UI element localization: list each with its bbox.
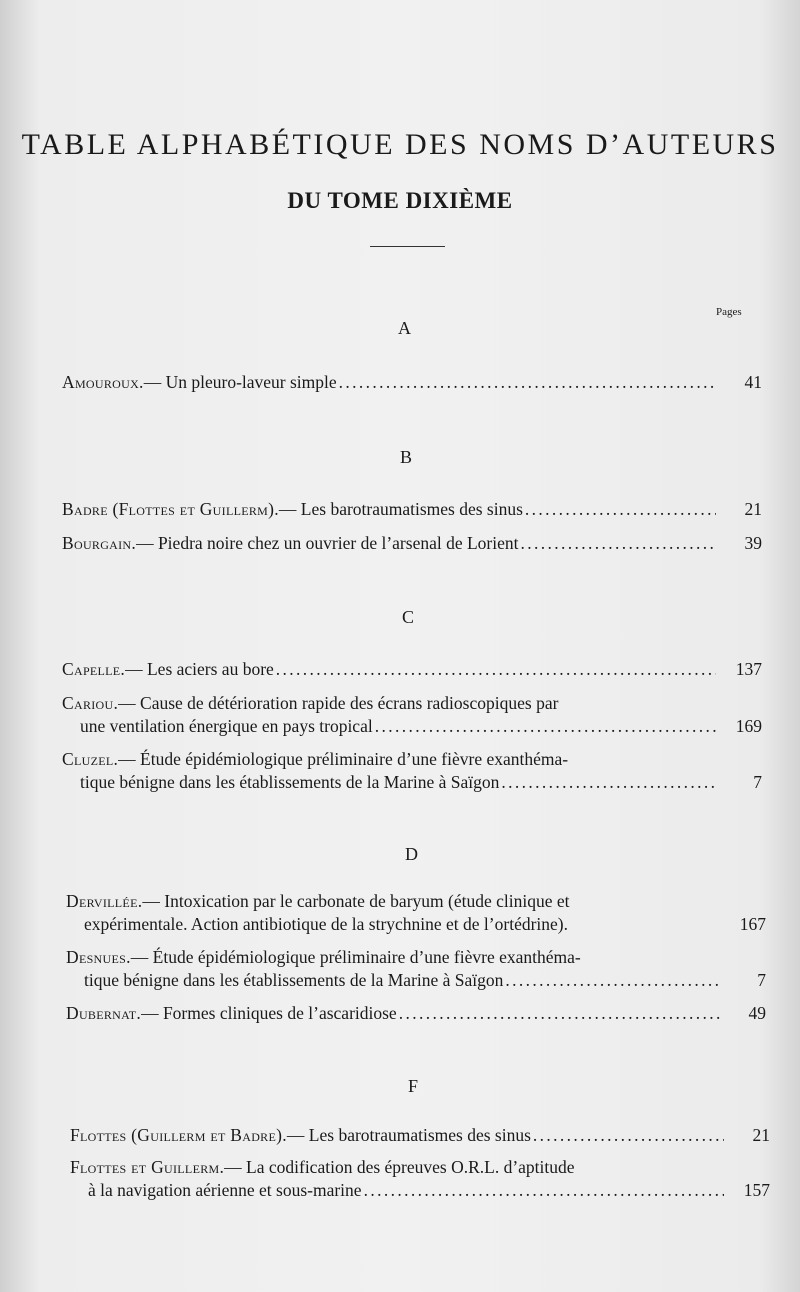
author-name: Cluzel. [62,749,119,769]
index-entry [62,371,762,394]
page-number: 157 [743,1180,770,1200]
page-number: 7 [757,970,766,990]
entry-title: — Étude épidémiologique préliminaire d’une fièvre exanthéma- [118,749,569,769]
index-entry [70,1124,770,1147]
page-number: 49 [748,1003,766,1023]
page-number: 21 [752,1125,770,1145]
leader-dots [339,371,716,394]
entry-title-continued: tique bénigne dans les établissements de la Marine à Saïgon [84,970,504,990]
leader-dots [505,969,720,992]
leader-dots [399,1002,720,1025]
author-name: Dubernat. [66,1003,142,1023]
section-letter-f: F [408,1076,419,1096]
entry-title: — Intoxication par le carbonate de baryum (étude clinique et [142,891,570,911]
page-title: TABLE ALPHABÉTIQUE DES NOMS D’AUTEURS [21,128,779,161]
author-name: Amouroux. [62,372,144,392]
entry-title-continued: expérimentale. Action antibiotique de la strychnine et de l’ortédrine). [84,914,568,934]
section-letter-b: B [400,447,413,467]
index-entry [62,498,762,521]
leader-dots [501,771,716,794]
page-number: 167 [739,914,766,934]
section-letter-c: C [402,607,415,627]
leader-dots [364,1179,724,1202]
index-entry [62,658,762,681]
index-entry [62,748,762,794]
author-name: Cariou. [62,693,119,713]
page-number: 169 [735,716,762,736]
page-number: 21 [744,499,762,519]
author-name: Desnues. [66,947,131,967]
page-number: 137 [735,659,762,679]
index-entry [62,532,762,555]
pages-column-label: Pages [716,306,742,318]
author-name: Flottes (Guillerm et Badre). [70,1125,287,1145]
leader-dots [525,498,716,521]
leader-dots [276,658,716,681]
page-number: 7 [753,772,762,792]
entry-title: — Cause de détérioration rapide des écrans radioscopiques par [118,693,559,713]
entry-title-continued: à la navigation aérienne et sous-marine [88,1180,362,1200]
entry-title: — Les aciers au bore [125,659,274,679]
entry-title: — Piedra noire chez un ouvrier de l’arsenal de Lorient [136,533,519,553]
entry-title: — Les barotraumatismes des sinus [286,1125,531,1145]
author-name: Capelle. [62,659,126,679]
divider [370,246,445,247]
leader-dots [533,1124,724,1147]
section-letter-d: D [405,844,418,864]
index-entry [66,1002,766,1025]
author-name: Bourgain. [62,533,137,553]
entry-title: — Un pleuro-laveur simple [143,372,337,392]
page-number: 39 [744,533,762,553]
author-name: Flottes et Guillerm. [70,1157,225,1177]
page-subtitle: DU TOME DIXIÈME [287,188,513,213]
entry-title: — Les barotraumatismes des sinus [278,499,523,519]
index-entry [70,1156,770,1202]
leader-dots [375,715,716,738]
entry-title-continued: une ventilation énergique en pays tropical [80,716,373,736]
entry-title: — La codification des épreuves O.R.L. d’aptitude [224,1157,575,1177]
entry-title: — Formes cliniques de l’ascaridiose [141,1003,397,1023]
index-entry [62,692,762,738]
leader-dots [521,532,717,555]
author-name: Badre (Flottes et Guillerm). [62,499,279,519]
entry-title-continued: tique bénigne dans les établissements de la Marine à Saïgon [80,772,500,792]
page-number: 41 [744,372,762,392]
section-letter-a: A [398,318,411,338]
index-entry [66,946,766,992]
author-name: Dervillée. [66,891,143,911]
index-entry [66,890,766,936]
entry-title: — Étude épidémiologique préliminaire d’une fièvre exanthéma- [130,947,581,967]
